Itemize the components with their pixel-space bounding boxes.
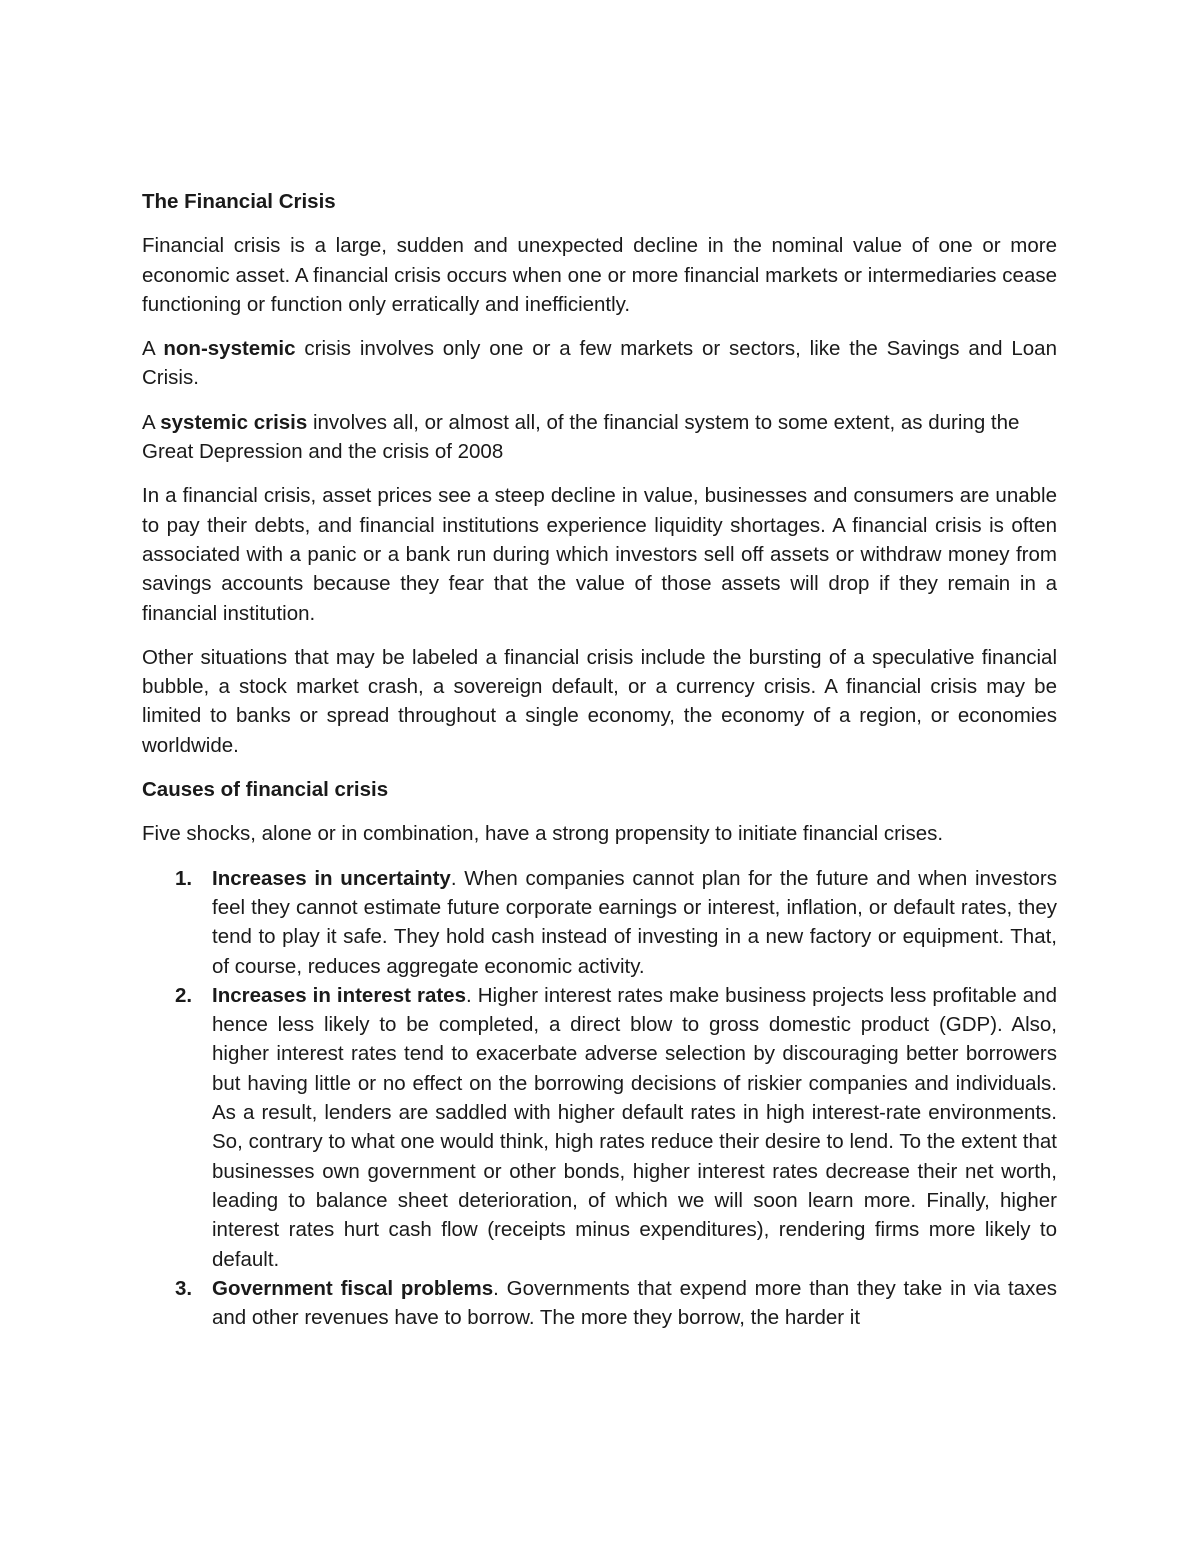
paragraph-rest: involves all, or almost all, of the financial system to some extent, as during the Great Depression and the crisis of 2008 [142, 410, 1020, 464]
list-number: 3. [175, 1276, 193, 1300]
paragraph-rest: crisis involves only one or a few markets or sectors, like the Savings and Loan Crisis. [142, 337, 1057, 390]
list-item-term: Increases in uncertainty [212, 866, 451, 890]
paragraph-definition: Financial crisis is a large, sudden and unexpected decline in the nominal value of one or more economic asset. A financial crisis occurs when one or more financial markets or intermediaries cease functioning or function only erratically and inefficiently. [142, 234, 1057, 316]
list-item [142, 1274, 1057, 1333]
document-page [142, 187, 1057, 1332]
list-number: 2. [175, 983, 193, 1007]
paragraph-lead: A [142, 337, 164, 361]
term-non-systemic: non-systemic [163, 337, 296, 361]
list-number: 1. [175, 866, 193, 890]
paragraph-lead: A [142, 410, 161, 434]
list-item [142, 864, 1057, 981]
causes-list [142, 864, 1057, 1333]
causes-heading: Causes of financial crisis [142, 778, 389, 802]
paragraph-systemic [142, 408, 1057, 467]
paragraph-non-systemic [142, 334, 1057, 393]
term-systemic-crisis: systemic crisis [160, 410, 308, 434]
list-item-text: . Governments that expend more than they take in via taxes and other revenues have to borrow. The more they borrow, the harder it [212, 1276, 1057, 1330]
list-item [142, 981, 1057, 1274]
list-item-text: . When companies cannot plan for the future and when investors feel they cannot estimate future corporate earnings or interest, inflation, or default rates, they tend to play it safe. They hold cash instead of investing in a new factory or equipment. That, of course, reduces aggregate economic activity. [212, 866, 1057, 978]
list-item-term: Government fiscal problems [212, 1276, 494, 1300]
paragraph-asset-prices: In a financial crisis, asset prices see a steep decline in value, businesses and consumers are unable to pay their debts, and financial institutions experience liquidity shortages. A financial crisis is often associated with a panic or a bank run during which investors sell off assets or withdraw money from savings accounts because they fear that the value of those assets will drop if they remain in a financial institution. [142, 484, 1057, 625]
document-title: The Financial Crisis [142, 190, 336, 213]
paragraph-other-situations: Other situations that may be labeled a financial crisis include the bursting of a speculative financial bubble, a stock market crash, a sovereign default, or a currency crisis. A financial crisis may be limited to banks or spread throughout a single economy, the economy of a region, or economies worldwide. [142, 645, 1057, 757]
list-item-text: . Higher interest rates make business projects less profitable and hence less likely to be completed, a direct blow to gross domestic product (GDP). Also, higher interest rates tend to exacerbate adverse selection by discouraging better borrowers but having little or no effect on the borrowing decisions of riskier companies and individuals. As a result, lenders are saddled with higher default rates in high interest-rate environments. So, contrary to what one would think, high rates reduce their desire to lend. To the extent that businesses own government or other bonds, higher interest rates decrease their net worth, leading to balance sheet deterioration, of which we will soon learn more. Finally, higher interest rates hurt cash flow (receipts minus expenditures), rendering firms more likely to default. [212, 983, 1057, 1271]
causes-intro: Five shocks, alone or in combination, have a strong propensity to initiate financial crises. [142, 822, 944, 846]
list-item-term: Increases in interest rates [212, 983, 466, 1007]
